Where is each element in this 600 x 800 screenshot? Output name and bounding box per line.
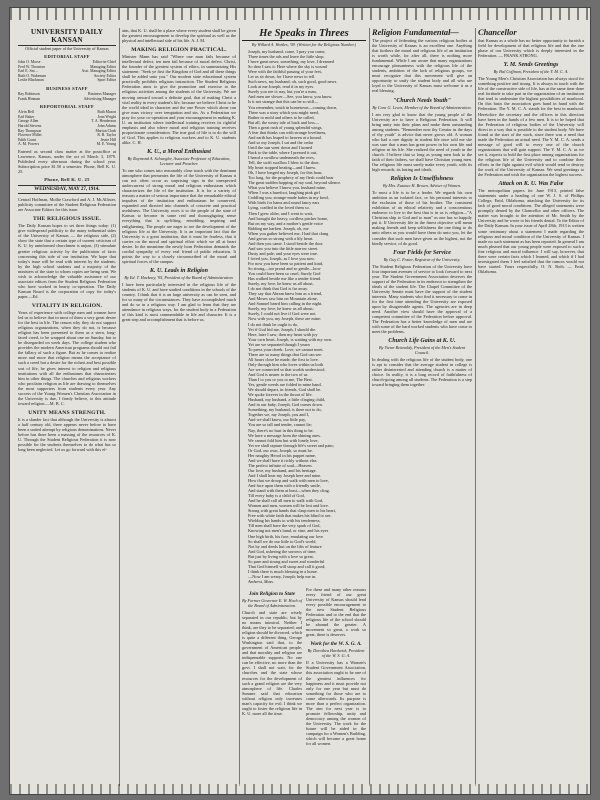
column-rule <box>239 28 240 786</box>
poem-line: I heard a swallow underneath the eves, <box>248 154 315 160</box>
article-body: The Young Men's Christian Association has always stood for something positive and strong. It is always in touch with the life of the constructive side of life, has at the same time done real fortitude to take part in the organization of an institution that tend to undermine the highest possibilities of manhood. On this basis the association goes hand in hand with the Federation. The Y. M. C. A. stands for the best in manhood. Heretofore the secretary and the officers in this direction have been in the hands of a few men. It is to be hoped that the Federation of religious bodies of the University will direct in a way that is possible to the student body. We have found at the start of the work, since there was a need that made the Federation an actual need. The Y. M. C. A. sends a message of good will to every one of the church organizations that will gain support. The Y. M. C. A. as we see it, expects to hold the first place among organizations for the religious life of the University and to combine their efforts in the fight against evil which would tend to destroy the work of the University of Kansas. We send greetings to the Federation and wish the organization the highest success. <box>478 76 584 178</box>
poem-line: Wielding his hands to with his tenderness, <box>248 518 321 524</box>
poem-signature: Amherst, Mass. <box>248 578 274 584</box>
column-3 <box>242 28 366 786</box>
poem-line: So shall we do our little to God's world, <box>248 538 317 544</box>
poem-line: Here, later I saw; then my heart with joy <box>248 331 318 337</box>
scan-top-edge <box>10 8 590 20</box>
poem-line: But all, the weary tale of back and loss— <box>248 119 319 125</box>
bottom-left-article <box>242 587 302 746</box>
scan-bottom-edge <box>10 784 590 794</box>
poem-body <box>242 49 366 579</box>
issue-date: WEDNESDAY, MAY 27, 1914. <box>18 185 116 194</box>
article-continuation: aim, that K. U. shall be a place where every student shall be given the greatest encouragement to develop the spiritual as well as the physical and intellectual side of his life. A. J. M. <box>122 28 236 44</box>
poem-line: When you gather believed me, I had that clang <box>248 230 329 236</box>
article-heading: Join Religion to State <box>248 590 296 597</box>
poem-line: Your own heart, Joseph, is waiting with my own. <box>248 336 333 342</box>
poem-line: So pure and strong and sweet and wonderful <box>248 558 325 564</box>
office-note: Entered as second class matter at the postoffice at Lawrence, Kansas, under the act of March 3, 1879. Published every afternoon during the school year. Subscription price $1.50 a semester. Phone, Bell K. U. 25. <box>18 148 116 175</box>
business-staff-heading: BUSINESS STAFF <box>46 85 88 91</box>
staff-row: Ray Thompson Marion Clark <box>18 128 116 133</box>
poem-line: And we shall know, our little pay, <box>248 417 306 423</box>
poem-line: Such news, my husband, oh, such good, good news. <box>248 79 338 85</box>
poem-line: We spoke forever in the throat of life. <box>248 392 313 398</box>
article-body: I have been particularly interested in the religious life of the students of K. U. and have studied conditions in the schools of the country. I think that it is an large university as can be seen, and for so many of the circumstances. They have accomplished much and do so in a religious way. I am glad to learn that they are attendance in religious ways, for the student body in a Federation of this kind is most commendable in life and character. It is a great step and accomplishment that is before us. <box>122 281 236 323</box>
article-body: In dealing with the religious life of the student body, one is apt to consider that the average student in college is rather disinterested and attending church is a matter of choice. In reality, it is a long record of faithfulness of church-going among all students. The Federation is a step toward bringing them together. <box>372 357 472 388</box>
poem-line: Too long, for the prophecy of my flesh could hear <box>248 175 334 181</box>
poem-line: And Samuel heard him calling in the night. <box>248 301 323 307</box>
article-heading: MAKING RELIGION PRACTICAL. <box>131 47 227 54</box>
column-1 <box>18 28 116 786</box>
poem-line: And men are slower—See, you know, you know. <box>248 94 333 100</box>
reportorial-staff-heading: REPORTORIAL STAFF <box>39 104 95 110</box>
column-rule <box>369 28 370 786</box>
poem-line: Nay, there's no hurt in this thing to be. <box>248 427 314 433</box>
poem-line: I have great news; something, my love, I dreamed <box>248 59 334 65</box>
column-rule <box>119 28 120 786</box>
poem-line: Bather to mold and others to be called, <box>248 114 315 120</box>
poem-line: Coddling you, strange-made babes in my bowl, <box>248 195 330 201</box>
poem-line: You could have been so cruel, Surely God <box>248 271 321 277</box>
editorial-staff-heading: EDITORIAL STAFF <box>44 54 90 59</box>
poem-line: To press your cheek. Love, we cannot meet. <box>248 346 324 352</box>
staff-row: Earl E. Sm ... Asst. Managing Editor <box>18 69 116 74</box>
bottom-right-article <box>306 587 366 746</box>
office-phone: Phone, Bell K. U. 25 <box>44 177 90 183</box>
column-2 <box>122 28 236 786</box>
poem-line: A fear that thinks can with strange loveliness, <box>248 129 327 135</box>
poem-line: Tell, the swift swallow I blew to the door, <box>248 160 320 166</box>
poem-line: Surely you see it; nay, but you're a man, <box>248 89 317 95</box>
article-heading: Work for the W. S. G. A. <box>310 641 362 648</box>
article-body: To most a life is to be a leader. We regards his own ambition as an isolated fact, or his personal interests to the exclusion of those of his brother. The consistent exhibition of an ethical relativity and a conscientious endeavor to live to the best that is in us is religion—"A Christian ship to God and to man" as one has so happily put it. If University life in the finest objective will mean making friends and keep selfishness the one thing to do unto others as you would have them do unto you, let the consider that such men have given us the highest, not the kindly service, of do good. <box>372 190 472 246</box>
article-byline: By Former Governor E. W. Hoch of the Board of Administration. <box>242 597 302 608</box>
poem-line: So strong—too proud and so gentle—how <box>248 266 321 272</box>
poem-line: Now with you, my Joseph, these are mine: <box>248 316 322 322</box>
poem-line: Back to the table, where I pressed it out, <box>248 149 318 155</box>
poem-line: And stand with them at least—when they cling. <box>248 488 330 494</box>
masthead: UNIVERSITY DAILY KANSAN <box>18 28 116 46</box>
article-byline: By Raymond A. Schwegler, Associate Professor of Education, Lecturer and Preacher. <box>127 155 231 166</box>
staff-row: Alvin Bell Ruth Mason <box>18 110 116 115</box>
staff-row: Ray Robinson Business Manager <box>18 91 116 96</box>
poem-line: Women and men, women will be lost and love. <box>248 503 329 509</box>
poem-line: Dusty and pale, and your eyes were true. <box>248 250 319 256</box>
poem-line: Has walked beside me like a tender friend. <box>248 276 322 282</box>
poem-line: Bidding me harken. Joseph, oh, me <box>248 225 309 231</box>
poem-line: How that we droop and walk with men to love, <box>248 477 329 483</box>
poem-line: Surely, I could not live if God were not. <box>248 311 317 317</box>
article-body: For these and many other reasons every friend of our great University of Kansas should lend every possible encouragement to the new Student Religious Federation and to the end that the religious life of the school should be abound the greater. A movement so great, a work so great, there is deserves. <box>306 586 366 638</box>
column-5 <box>478 28 584 786</box>
poem-line: With birds for hams and round fancy ears <box>248 200 320 206</box>
banner-headline-left: Religion Fundamental— <box>372 28 459 37</box>
poem-line: Until the sun went down and I turned <box>248 144 313 150</box>
poem-line: Only through him who loves within us both <box>248 361 324 367</box>
staff-row: Florence Miller R. B. Taylor <box>18 133 116 138</box>
poem-line: Three times the ads and leave the little shop. <box>248 54 325 60</box>
poem-line: We cannot fold him but with lonely love, <box>248 437 319 443</box>
poem-line: And I shall hear my Joseph here and mine. <box>248 472 322 478</box>
article-body: Church and state are wisely separated in our republic, but by no means inimical. Neither I think, are they to be separated; and religion should be divorced, which is quite a different thing. George Washington said that, to the government of American people, and that morality and religion are indispensable supports. No one can be effective, no more than the govt. I shall not wait, for the churches and the state whose resources for the development of such a grand religion are the very atmosphere of life. Charles Sumner said that education without religion only increases man's capacity for evil. I think we ought to foster the religious life in K. U. more all the time. <box>242 609 303 716</box>
article-body: To one who comes into reasonably close touch with the dominant atmosphere that permeates the life of the University of Kansas it can not often occur as surprising sign in the unexpected undercurrent of strong moral and religious enthusiasm which characterizes the life of the institution. It is for a variety of reasons a matter of serious importance that the remarkable ethical impulses of the institution and enthusiasm be conserved, expanded and directed into channels of concrete and practical usefulness. The University owes it to the people of the state of Kansas to become in some real and thoroughgoing sense everything that is up-lifting, ennobling, inspiring and enlightening. The people are eager to see the development of the religious life at the University. It is an important fact that the University is a great institution, that it must be fearless, that it carries on the moral and spiritual effort which we all at heart desire. In the meantime the newly born Federation demands the cordial sympathy of every real friend of public education. It points the way to a closely circumscribed of the moral and spiritual forces of the campus. <box>122 167 236 264</box>
poem-line: For now you have been so patient and kind, <box>248 260 324 266</box>
poem-line: The perfect infinite of soul—Heaven. <box>248 462 313 468</box>
poem-line: And face upon them with a friendly smile, <box>248 483 321 489</box>
staff-row: George Allen T. A. Henderson <box>18 119 116 124</box>
article-heading: Y. M. Sends Greetings <box>503 62 559 69</box>
column-rule <box>475 28 476 786</box>
article-byline: By Cora G. Lewis, Member of the Board of Administration. <box>372 104 472 110</box>
article-heading: "Church Needs Youth" <box>393 97 451 104</box>
article-body: The Student Religious Federation of the University have four important avenues of service to look forward to next year. The Student Government Association deserves the support of the Federation in its endeavor to strengthen the ideals of the student life. The Chapel Committee of the University Senate must have the support of the student interests. Many students who find it necessary to come in for the first time attending the University are exposed upon by disagreeable agents. The agencies are in deep need. Another view should have the approval of a competent committee of the Federation before approval. The Federation has a better knowledge of men and are with some of the hard worked students who have come to meet the problems. <box>372 263 472 335</box>
staff-row: Fred W. Thornton Managing Editor <box>18 64 116 69</box>
poem-line: Look at me Joseph, read it in my eyes. <box>248 84 315 90</box>
poem-line: What you believe I know you, husband mine, <box>248 185 327 191</box>
poem-line: Were with the faithful passing of your feet, <box>248 69 322 75</box>
article-body: The metropolitan papers for June 1913, printed false statements under a heading of one W. J. S. of Phillips College, Enid, Oklahoma, attacking the University for its lack of good moral conditions. The alleged statements were promptly denied by the Chancellor and other officers. The matter was brought to the attention of Mr. Smith by the University and he wrote to his friends denial. To the Editor of the Daily Kansan: In your issue of April 28th, 1913 is written some testimony about a statement I made regarding the religious and moral condition of the University of Kansas. I made no such statement as has been reported. In general I am much pleased that our young people were exposed to such a fine religious and moral influence. I will say, however, that there were certain facts which I learned, and which if I had investigated them I feel satisfied that the rumors would not have started. Yours respectfully, O. N. Roth. — Enid, Oklahoma. <box>478 188 584 274</box>
poem-line: Yet if God bid me, Joseph, I should die. <box>248 326 317 332</box>
poem-line: Surely, my love, he knew us all about, <box>248 281 314 287</box>
poem-line: I do not think that God is far away. <box>248 286 308 292</box>
staff-row: Leslie Blackman Sport Editor <box>18 78 116 83</box>
editorial-body: It is a slander fact that although the University is almost a half century old, there appears never before to have been a united attempt by religious denominations. Never before has there been a massing of the resources of K. U. Through the Student Religious Federation it is now possible for the students themselves to do what has so long been neglected. Let us go forward with this ef- <box>18 416 116 453</box>
article-body: that Kansas as a whole has no better opportunity to furnish a field for development of that religious life and that the one phase of our University which is deeply interested in the Federation. — FRANK STRONG. <box>478 38 584 59</box>
poem-line: Knowing not men's hand, or vine, and his eyes <box>248 528 329 534</box>
poem-line: But just by living with a love so great, <box>248 553 314 559</box>
article-heading: K. U., a Moral Enthusiast <box>147 148 211 155</box>
article-body: I am very glad to know that the young people of the University are to have a Religious Federation. It will bring unity into their plans and make them outstanding among students. "Remember now thy Creator in the days of thy youth" is advice that never grows old. A woman who had a rare dignity in student life once told me she was sure that a man has great power in his own life and religion in his life. She realized the need of youth in the church. I believe that so long as young men look to the faith of their fathers, we shall have Christian young men. Our religious life must surely make every youth, with its high rewards, its lasting and ideals. <box>372 111 472 173</box>
poem-line: And earth has leaped to heaven at a bound. <box>248 134 322 140</box>
bottom-split <box>242 587 366 746</box>
poem-line: Or God, our own, Joseph, so must be. <box>248 447 313 453</box>
poem-line: The great sudden hopping of my soul, beyond silence. <box>248 180 342 186</box>
poem-line: Let us sit down, for I have news to tell. <box>248 74 316 80</box>
poem-line: And God, ushering the sorrows of time; <box>248 548 317 554</box>
poem-line: Yet we shall rapture through life's sweet and pain; <box>248 442 334 448</box>
article-heading: Church Life Gains at K. U. <box>388 338 456 345</box>
editorial-body: The Daily Kansan hopes to set three things today: (1) give widespread publicity to the many influential sides of the University of Kansas — the religious side, (2) show the state that a certain type of current criticism of K. U. by uninformed churchmen is unjust, (3) stimulate greater religious activity by the publication of facts concerning this side of our institution. We hope that today's issue will be read with interest by the students, by the high school students and a majority of the ministers of the state to whom copies are being sent. We wish to acknowledge the valuable assistance of our associate editors from the Student Religious Federation who have worked in hearty co-operation. The Daily Kansan Board is the corporation of copy for today's paper.—Ed. <box>18 223 116 299</box>
article-byline: By Guy C. Foster, Registrar of the University. <box>383 256 461 262</box>
poem-line: There are so many things that God can see. <box>248 351 323 357</box>
article-heading: K. U. Leads in Religion <box>149 267 208 274</box>
poem-line: All hours close he made, the first to love. <box>248 356 319 362</box>
poem-line: Oh, I have longed my Joseph, for this hour, <box>248 170 323 176</box>
article-heading: Attack on K. U. Was False <box>498 181 564 188</box>
poem-line: There was a story which you might need, <box>248 109 319 115</box>
article-byline: By Mrs. Eustace H. Brown, Adviser of Women. <box>382 183 462 189</box>
column-4 <box>372 28 472 786</box>
poem-line: And he shall call all men to walk with God, <box>248 498 323 504</box>
intro-paragraph: Central Hoffman, Mollie Crawford and A. J. McAllister, publicity committee of the Student Religious Federation are Associate Editors for this issue. <box>18 197 116 213</box>
staff-row: John O. Morse Editor-in-Chief <box>18 60 116 64</box>
article-heading: Four Fields for Service <box>393 249 451 256</box>
poem-line: And brought the heavy, cordless pitcher home, <box>248 215 329 221</box>
poem-line: Something, my husband, is there not to do, <box>248 407 322 413</box>
poem-line: And saw you into the little narrow street. <box>248 245 319 251</box>
poem-line: Is it not strange that this can be so still— <box>248 99 319 105</box>
banner-headline-right: Chancellor <box>478 28 517 37</box>
article-body: The project of federating the various religious bodies at the University of Kansas is an excellent one. Anything that furthers the moral and religious life of an institution is worth while, for after all, there is nothing more fundamental. While I am aware that many organizations encourage pleasantness with the religious life of the students, ambition of the lack of religious groups, we must recognize that this movement will give an opportunity to unify the student body and all who are loyal to the University of Kansas must welcome it as a real blessing. <box>372 38 472 94</box>
poem-line: And so my Joseph, I sat and the cedar <box>248 139 314 145</box>
article-byline: By Victor Reinsoldy, President of the Men's Student Council. <box>378 345 466 356</box>
poem-line: Surely, my love, he knew us all about; <box>248 306 314 312</box>
poem-line: Our love, my husband, and his heritage. <box>248 467 317 473</box>
staff-row: Harold Stevens John Adams <box>18 123 116 128</box>
poem-line: And Moses saw him on Mountain alone, <box>248 296 318 302</box>
article-byline: By Hal Coffman, President of the Y. M. C. A. <box>493 69 569 75</box>
poem-line: Then I grew older, and I went to wait, <box>248 210 313 216</box>
poem-line: Not by and deeds but on the lifts of feature <box>248 543 322 549</box>
poem-line: —Now I am weary, Joseph; help me in. <box>248 573 317 579</box>
newspaper-page <box>10 8 590 794</box>
staff-row: Earl Baker Jean Wright <box>18 114 116 119</box>
poem-line: And we shall have it richly without else, <box>248 457 318 463</box>
poem-line: Yes, gentle weeds are folded in mine hand. <box>248 382 322 388</box>
poem-line: They say that Abram knew him as a friend, <box>248 291 323 297</box>
editorial-heading: THE RELIGIOUS ISSUE. <box>33 216 101 223</box>
article-body: If a University has a Women's Student Government Association, this association ought to be one of the greatest influences for happiness and it must provide not only for one year but must do something for those who are to come afterwards. Its purpose is more than a perfect organization. The aim for next year is to promote fellowship, unity and democracy among the women of the University. The work for the future will be aided in the campaign for a Women's Building, which will become a great home for all women. <box>306 660 366 747</box>
poem-line: Joseph, my husband, come, I pray you come, <box>248 49 326 54</box>
article-byline: By Ed. T. Hackney, '95, President of the Board of Administration. <box>124 274 234 280</box>
poem-line: Then a great rush of young splendid wings, <box>248 124 323 130</box>
poem-line: Strong with great hands that clasp men to his heart, <box>248 508 337 514</box>
poem-line: You remember, south in hometown—coming down, <box>248 104 338 110</box>
poem-line: I do not think he ought to do, <box>248 321 299 327</box>
poem-line: You are so tall and tender, cannot lie; <box>248 422 312 428</box>
poem-line: Till men shall have the very spark of God, <box>248 523 321 529</box>
poem-line: Than I to you or you to me, The Best. <box>248 377 313 383</box>
masthead-subtitle: Official student paper of the University of Kansas <box>25 46 109 51</box>
staff-row: Frank Hinman Advertising Manager <box>18 96 116 101</box>
staff-row: Ruth O. Wakeman Society Editor <box>18 73 116 78</box>
poem-line: Free with white faith that makes his blind to see. <box>248 513 332 519</box>
business-staff-list <box>18 92 116 101</box>
reportorial-staff-list <box>18 110 116 147</box>
poem-line: My heart stopped beating—and I knew. <box>248 165 316 171</box>
poem-line: Lying, cradled in the loved them so. <box>248 205 310 211</box>
editorial-staff-list <box>18 60 116 83</box>
poem-line: Husband, my husband, a little clinging child, <box>248 397 326 403</box>
poem-line: And grown so strong with a lily heart. <box>248 235 314 241</box>
poem-line: Together we, my Joseph, you and I, <box>248 412 310 418</box>
poem-line: We have a message from the shining ones. <box>248 432 321 438</box>
poem-line: But on my way, and a mother's gentle voice <box>248 220 324 226</box>
staff-row: A. M. Powers M. E. Young <box>18 142 116 147</box>
article-byline: By Dorothea Hardwick, President of the W. S. G. A. <box>307 648 365 659</box>
poem-line: Yet are we separated though I yearn <box>248 341 310 347</box>
poem-line: When I was a barefoot, laughing pink girl <box>248 190 320 196</box>
poem-line: Are we connected so that worlds understood. <box>248 366 326 372</box>
staff-row: Edith Grant Jessie Hill <box>18 137 116 142</box>
poem-line: One high birth, his face, emulating our love <box>248 533 324 539</box>
poem-line: We should depart, in friends, God shall be. <box>248 387 322 393</box>
poem-line: Her naughty Herod in his puppet name, <box>248 452 316 458</box>
editorial-heading: UNITY MEANS STRENGTH. <box>28 409 106 416</box>
poem-byline: By Willard A. Wattles, '09. (Written for the Religious Number.) <box>251 42 357 47</box>
editorial-heading: VITALITY IN RELIGION. <box>31 302 103 309</box>
poem-line: And in our baby, Joseph, God comes down. <box>248 402 323 408</box>
editorial-body: Years of experience with college men and women have led us to believe that in most of them a very great desire for the best in life. The reason why they do not support religious organizations, when they do not, is because religion has been presented to them as a stern, long-faced creed, to be wrapped about one on Sunday, but to be disregarded on week days. The college student who provides the modern American programs should not fail the fallacy of such a figure. But as he comes to realize more and more that religion means the acceptance of such a creed but a desire for the richest and best possible sort of life, he gives interest to religion and religious institutions with all the enthusiasm that characterizes him in other things. The churches and religious workers who proclaim religion as life are drawing to themselves the most supporters from students every year. Any success of the Young Women's Christian Association in the University is due, I firmly believe, to this attitude toward religion.—M. B. C. <box>18 309 116 406</box>
poem-line: I loved you, Joseph, as I love you now. <box>248 255 315 261</box>
poem-line: That God himself will stoop and call it good; <box>248 563 326 569</box>
poem-line: And God is nearer to the two of us <box>248 372 308 377</box>
article-heading: Religion Is Unselfishness <box>390 176 454 183</box>
article-body: Minister Mann has said "Where one man fails because of intellectual defect, ten men fail because of moral defect. Christ, the founder of the greatest system of ethics, in summarizing His statement: "Seek ye first the Kingdom of God and all these things shall be added unto you." Our modern state educational system practically prohibits religious instruction. The Student Religious Federation aims to give the promotion and exercise to the religious activities among the students of the University. We are moving onward toward a definite goal, that of making Christ a vital reality in every student's life, because we believe Christ to be the world ideal in character and the one Power which alone can give man victory over temptation and sin. As a Federation we pray for your co-operation and your encouragement in making K. U. an institution where intellectual training receives its rightful emphasis and also where moral and religious training receives proportionate consideration. The true goal of life is to do the will of God. This applies to religious workers and to K. U. students alike. C. H. <box>122 54 236 145</box>
poem-line: Till every baby is a child of God, <box>248 493 305 499</box>
poem-line: I think there is much blessing in a home. <box>248 568 318 574</box>
poem-line: And then you came. I stood beside the door <box>248 240 323 246</box>
poem-line: So dear I saw it. Here where the sky is wound <box>248 64 327 70</box>
poem-title: He Speaks in Threes <box>242 28 366 41</box>
